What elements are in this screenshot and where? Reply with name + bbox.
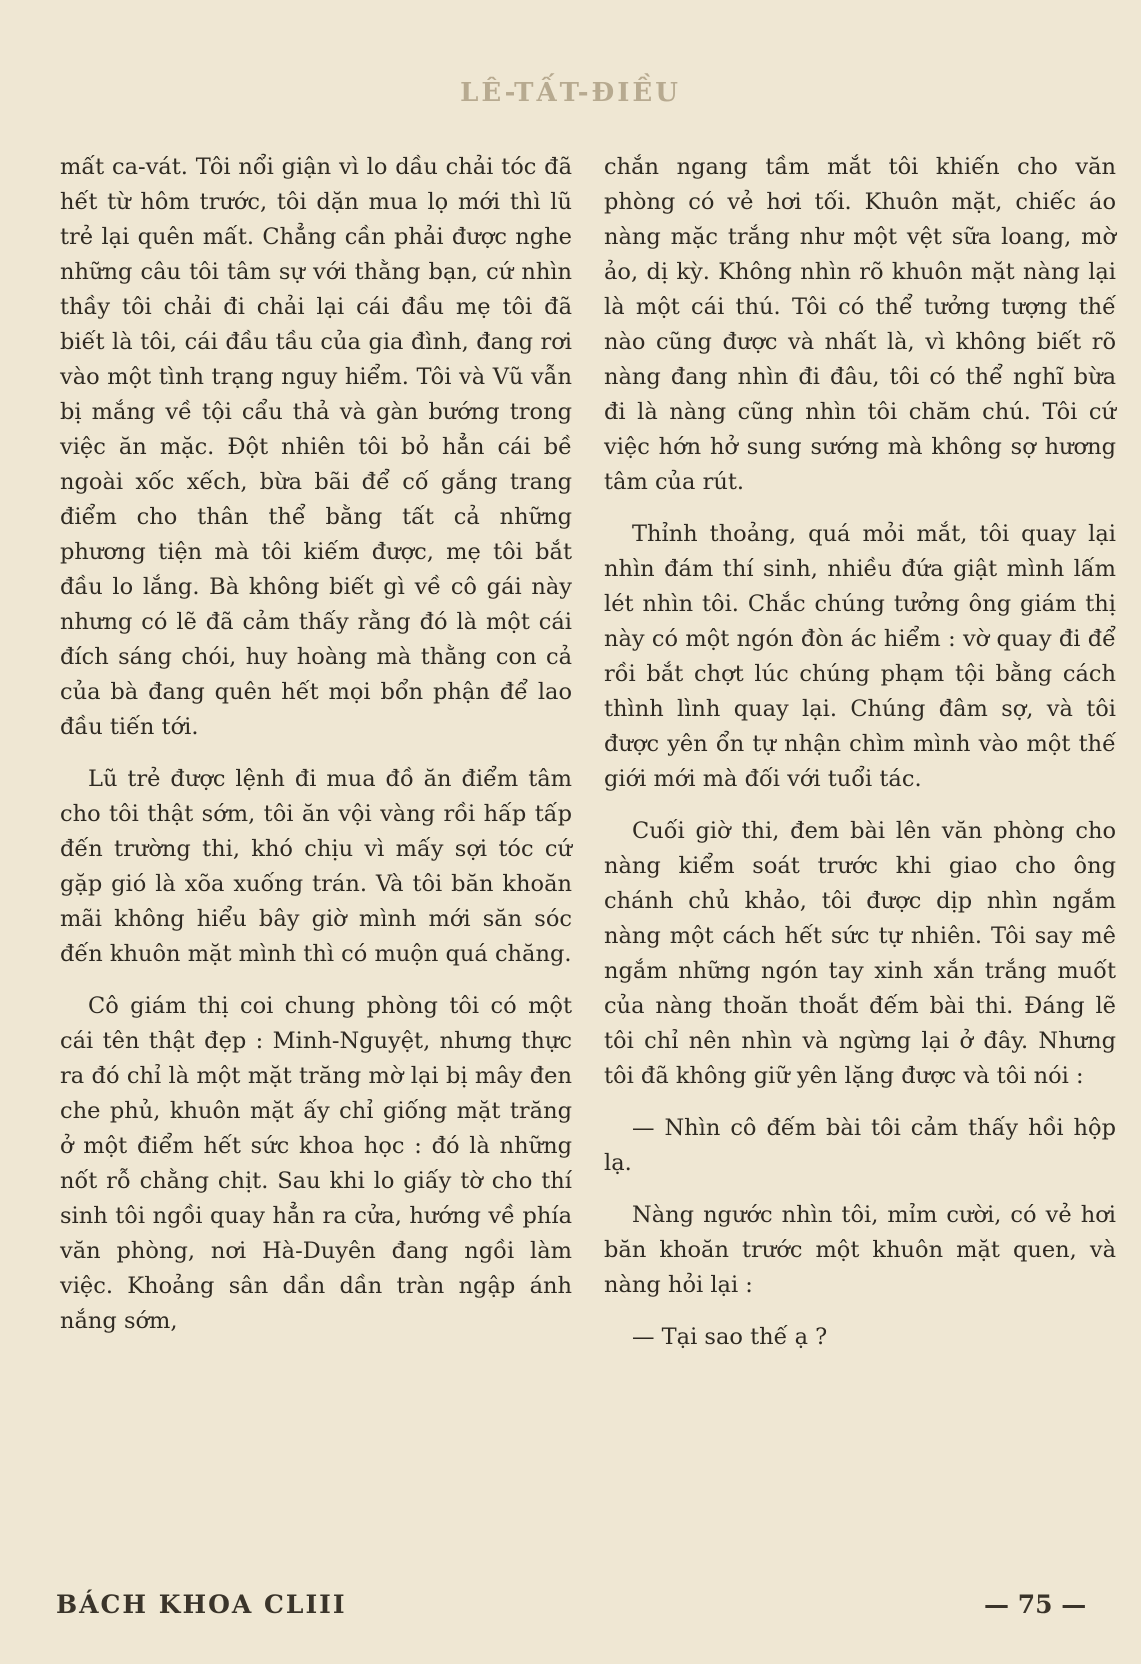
page-number: — 75 — [984, 1590, 1087, 1619]
paragraph: Cô giám thị coi chung phòng tôi có một cái tên thật đẹp : Minh-Nguyệt, nhưng thực ra đó chỉ là một mặt trăng mờ lại bị mây đen che phủ, khuôn mặt ấy chỉ giống mặt trăng ở một điểm hết sức khoa học : đó là những nốt rỗ chằng chịt. Sau khi lo giấy tờ cho thí sinh tôi ngồi quay hẳn ra cửa, hướng về phía văn phòng, nơi Hà-Duyên đang ngồi làm việc. Khoảng sân dần dần tràn ngập ánh nắng sớm, [60, 993, 572, 1334]
dialogue-line: — Tại sao thế ạ ? [632, 1324, 828, 1350]
paragraph: chắn ngang tầm mắt tôi khiến cho văn phòng có vẻ hơi tối. Khuôn mặt, chiếc áo nàng mặc trắng như một vệt sữa loang, mờ ảo, dị kỳ. Không nhìn rõ khuôn mặt nàng lại là một cái thú. Tôi có thể tưởng tượng thế nào cũng được và nhất là, vì không biết rõ nàng đang nhìn đi đâu, tôi có thể nghĩ bừa đi là nàng cũng nhìn tôi chăm chú. Tôi cứ việc hớn hở sung sướng mà không sợ hương tâm của rút. [604, 154, 1116, 495]
paragraph: Thỉnh thoảng, quá mỏi mắt, tôi quay lại nhìn đám thí sinh, nhiều đứa giật mình lấm lét nhìn tôi. Chắc chúng tưởng ông giám thị này có một ngón đòn ác hiểm : vờ quay đi để rồi bắt chợt lúc chúng phạm tội bằng cách thình lình quay lại. Chúng đâm sợ, và tôi được yên ổn tự nhận chìm mình vào một thế giới mới mà đối với tuổi tác. [604, 521, 1116, 792]
dialogue-line: — Nhìn cô đếm bài tôi cảm thấy hồi hộp lạ. [604, 1115, 1116, 1176]
paragraph: mất ca-vát. Tôi nổi giận vì lo dầu chải tóc đã hết từ hôm trước, tôi dặn mua lọ mới thì lũ trẻ lại quên mất. Chẳng cần phải được nghe những câu tôi tâm sự với thằng bạn, cứ nhìn thầy tôi chải đi chải lại cái đầu mẹ tôi đã biết là tôi, cái đầu tầu của gia đình, đang rơi vào một tình trạng nguy hiểm. Tôi và Vũ vẫn bị mắng về tội cẩu thả và gàn bướng trong việc ăn mặc. Đột nhiên tôi bỏ hẳn cái bề ngoài xốc xếch, bừa bãi để cố gắng trang điểm cho thân thể bằng tất cả những phương tiện mà tôi kiếm được, mẹ tôi bắt đầu lo lắng. Bà không biết gì về cô gái này nhưng có lẽ đã cảm thấy rằng đó là một cái đích sáng chói, huy hoàng mà thằng con cả của bà đang quên hết mọi bổn phận để lao đầu tiến tới. [60, 154, 572, 740]
magazine-footer: BÁCH KHOA CLIII [56, 1590, 347, 1619]
paragraph: Lũ trẻ được lệnh đi mua đồ ăn điểm tâm cho tôi thật sớm, tôi ăn vội vàng rồi hấp tấp đến trường thi, khó chịu vì mấy sợi tóc cứ gặp gió là xõa xuống trán. Và tôi băn khoăn mãi không hiểu bây giờ mình mới săn sóc đến khuôn mặt mình thì có muộn quá chăng. [60, 766, 572, 967]
right-column [604, 150, 1116, 1372]
left-column [60, 150, 572, 1356]
running-header: LÊ-TẤT-ĐIỀU [460, 78, 681, 108]
paragraph: Cuối giờ thi, đem bài lên văn phòng cho nàng kiểm soát trước khi giao cho ông chánh chủ khảo, tôi được dịp nhìn ngắm nàng một cách hết sức tự nhiên. Tôi say mê ngắm những ngón tay xinh xắn trắng muốt của nàng thoăn thoắt đếm bài thi. Đáng lẽ tôi chỉ nên nhìn và ngừng lại ở đây. Nhưng tôi đã không giữ yên lặng được và tôi nói : [604, 818, 1116, 1089]
paragraph: Nàng ngước nhìn tôi, mỉm cười, có vẻ hơi băn khoăn trước một khuôn mặt quen, và nàng hỏi lại : [604, 1202, 1116, 1298]
